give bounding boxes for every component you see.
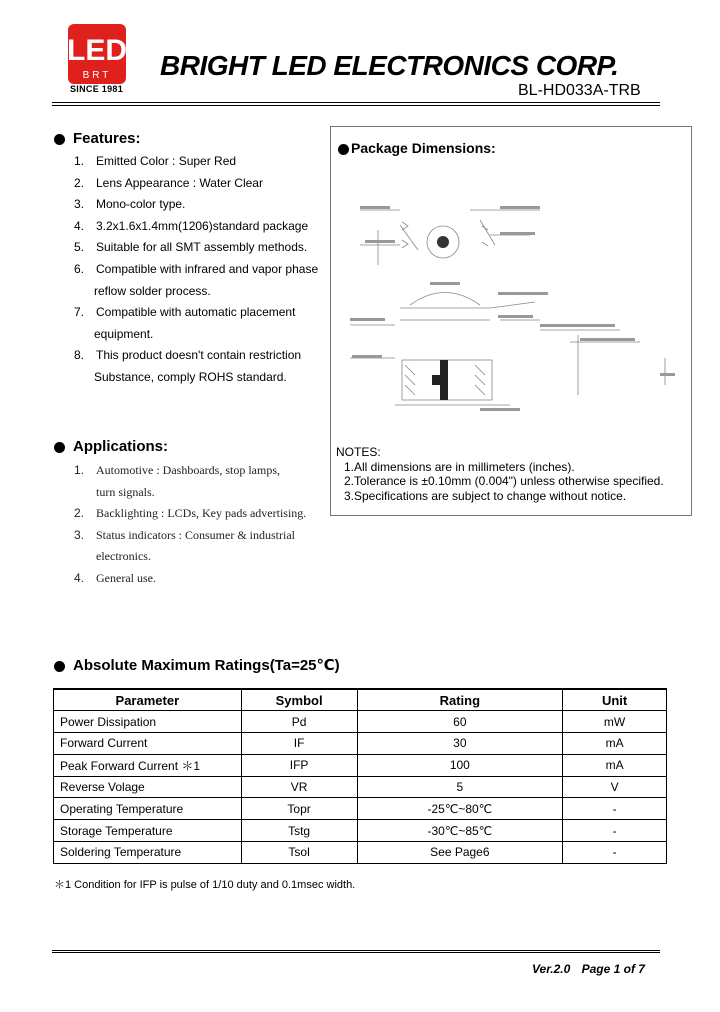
bullet-icon xyxy=(54,661,65,672)
note-1: 1.All dimensions are in millimeters (inches). xyxy=(344,459,575,474)
feature-number: 7. xyxy=(74,305,85,320)
cell-rating: See Page6 xyxy=(357,842,563,864)
applications-list xyxy=(54,460,306,590)
application-item xyxy=(54,568,306,590)
cell-symbol: IF xyxy=(241,733,357,755)
cell-unit: mA xyxy=(563,754,667,776)
header-symbol: Symbol xyxy=(241,689,357,711)
feature-text: Suitable for all SMT assembly methods. xyxy=(96,240,308,255)
cell-rating: -30℃~85℃ xyxy=(357,820,563,842)
feature-item xyxy=(54,151,318,173)
version-label: Ver.2.0 xyxy=(532,962,571,976)
feature-text: Compatible with automatic placement xyxy=(96,305,296,320)
feature-item xyxy=(54,345,318,388)
table-row xyxy=(54,842,667,864)
package-heading: Package Dimensions: xyxy=(338,140,496,156)
logo-letters: LED xyxy=(68,34,126,67)
application-item xyxy=(54,460,306,503)
feature-text-continued: Substance, comply ROHS standard. xyxy=(94,369,287,384)
bullet-icon xyxy=(54,442,65,453)
feature-item xyxy=(54,302,318,345)
features-section xyxy=(54,130,318,389)
cell-symbol: Tsol xyxy=(241,842,357,864)
cell-parameter: Power Dissipation xyxy=(54,711,242,733)
part-number: BL-HD033A-TRB xyxy=(518,82,641,99)
application-number: 4. xyxy=(74,570,85,585)
feature-text: 3.2x1.6x1.4mm(1206)standard package xyxy=(96,218,309,233)
note-2: 2.Tolerance is ±0.10mm (0.004") unless otherwise specified. xyxy=(344,474,664,488)
applications-heading: Applications: xyxy=(54,438,306,455)
since-label: SINCE 1981 xyxy=(70,84,124,94)
bullet-icon xyxy=(54,134,65,145)
application-number: 1. xyxy=(74,463,85,477)
cell-unit: - xyxy=(563,820,667,842)
feature-number: 8. xyxy=(74,348,85,363)
cell-symbol: Topr xyxy=(241,798,357,820)
feature-item xyxy=(54,173,318,195)
header-parameter: Parameter xyxy=(54,689,242,711)
cell-rating: 30 xyxy=(357,733,563,755)
application-item xyxy=(54,525,306,568)
feature-text-continued: equipment. xyxy=(94,326,154,341)
cell-parameter: Reverse Volage xyxy=(54,776,242,798)
application-text-continued: electronics. xyxy=(96,549,151,564)
cell-symbol: Pd xyxy=(241,711,357,733)
feature-item xyxy=(54,259,318,302)
features-heading: Features: xyxy=(54,130,318,147)
page-number: Page 1 of 7 xyxy=(581,962,645,976)
feature-number: 2. xyxy=(74,175,85,190)
header-divider xyxy=(52,102,660,106)
feature-text: Emitted Color : Super Red xyxy=(96,154,237,168)
ratings-heading: Absolute Maximum Ratings(Ta=25℃) xyxy=(54,656,340,674)
cell-rating: 5 xyxy=(357,776,563,798)
cell-unit: mA xyxy=(563,733,667,755)
table-row xyxy=(54,798,667,820)
application-number: 3. xyxy=(74,527,85,542)
table-header-row xyxy=(54,689,667,711)
ratings-table xyxy=(53,688,667,864)
cell-unit: V xyxy=(563,776,667,798)
feature-text: Mono-color type. xyxy=(96,197,186,212)
logo-sub: BRT xyxy=(82,70,112,81)
cell-unit: - xyxy=(563,842,667,864)
application-item xyxy=(54,503,306,525)
cell-parameter: Operating Temperature xyxy=(54,798,242,820)
features-list xyxy=(54,151,318,389)
application-text: Automotive : Dashboards, stop lamps, xyxy=(96,463,280,477)
cell-unit: mW xyxy=(563,711,667,733)
table-row xyxy=(54,711,667,733)
cell-unit: - xyxy=(563,798,667,820)
feature-number: 1. xyxy=(74,154,85,168)
application-text: Backlighting : LCDs, Key pads advertising. xyxy=(96,506,307,521)
feature-number: 4. xyxy=(74,218,85,233)
cell-symbol: VR xyxy=(241,776,357,798)
feature-text: Lens Appearance : Water Clear xyxy=(96,175,263,190)
cell-rating: 60 xyxy=(357,711,563,733)
feature-text-continued: reflow solder process. xyxy=(94,283,211,298)
feature-number: 3. xyxy=(74,197,85,212)
footer-divider xyxy=(52,950,660,953)
feature-item xyxy=(54,237,318,259)
application-text: Status indicators : Consumer & industrial xyxy=(96,527,295,542)
cell-parameter: Peak Forward Current ＊1 xyxy=(54,754,242,776)
table-row xyxy=(54,820,667,842)
feature-item xyxy=(54,216,318,238)
feature-text: Compatible with infrared and vapor phase xyxy=(96,261,319,276)
application-number: 2. xyxy=(74,506,85,521)
note-3: 3.Specifications are subject to change without notice. xyxy=(344,488,627,503)
application-text: General use. xyxy=(96,570,156,585)
cell-parameter: Soldering Temperature xyxy=(54,842,242,864)
application-text-continued: turn signals. xyxy=(96,484,155,499)
cell-parameter: Forward Current xyxy=(54,733,242,755)
cell-symbol: IFP xyxy=(241,754,357,776)
feature-number: 5. xyxy=(74,240,85,255)
notes-title: NOTES: xyxy=(336,445,381,459)
package-drawing xyxy=(340,190,685,430)
table-row xyxy=(54,733,667,755)
ratings-footnote: ＊1 Condition for IFP is pulse of 1/10 duty and 0.1msec width. xyxy=(54,879,356,891)
table-row xyxy=(54,754,667,776)
package-notes xyxy=(336,445,664,503)
cell-symbol: Tstg xyxy=(241,820,357,842)
page-footer xyxy=(532,962,645,976)
company-logo xyxy=(68,24,126,84)
header-rating: Rating xyxy=(357,689,563,711)
feature-text: This product doesn't contain restriction xyxy=(96,348,302,363)
cell-rating: -25℃~80℃ xyxy=(357,798,563,820)
cell-parameter: Storage Temperature xyxy=(54,820,242,842)
feature-number: 6. xyxy=(74,261,85,276)
bullet-icon xyxy=(338,144,349,155)
feature-item xyxy=(54,194,318,216)
applications-section xyxy=(54,438,306,590)
company-name: BRIGHT LED ELECTRONICS CORP. xyxy=(160,50,619,81)
cell-rating: 100 xyxy=(357,754,563,776)
table-row xyxy=(54,776,667,798)
header-unit: Unit xyxy=(563,689,667,711)
